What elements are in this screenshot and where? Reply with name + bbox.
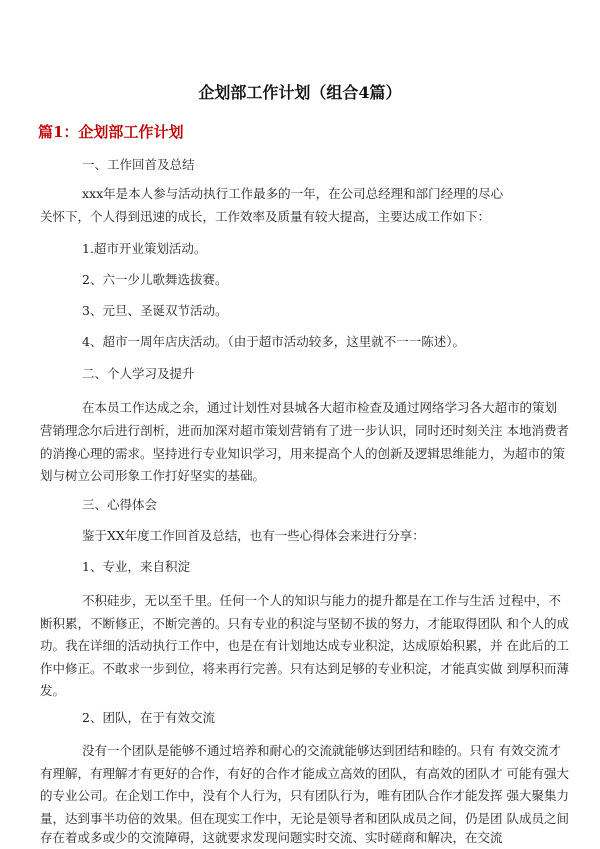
list-item: 4、超市一周年店庆活动。（由于超市活动较多，这里就不一一陈述）。 (82, 334, 465, 349)
subsection-heading: 2、团队，在于有效交流 (82, 710, 215, 725)
paragraph-line: 不积硅步，无以至千里。任何一个人的知识与能力的提升都是在工作与生活 过程中，不 (82, 593, 561, 608)
section-heading: 一、工作回首及总结 (82, 157, 195, 172)
list-item: 2、六一少儿歌舞选拔赛。 (82, 272, 228, 287)
paragraph-line: 在本员工作达成之余，通过计划性对县城各大超市检查及通过网络学习各大超市的策划 (82, 400, 558, 415)
paragraph-line: 营销理念尔后进行剖析，进而加深对超市策划营销有了进一步认识，同时还时刻关注 本地消费者 (40, 423, 569, 438)
section-heading: 二、个人学习及提升 (82, 366, 195, 381)
paragraph-line: 发。 (40, 683, 66, 698)
document-title: 企划部工作计划（组合4篇） (198, 83, 402, 102)
list-item: 1.超市开业策划活动。 (82, 241, 207, 256)
paragraph-line: 作中修正。不敢求一步到位，将来再行完善。只有达到足够的专业积淀，才能真实做 到厚积而薄 (40, 661, 569, 676)
paragraph-line: xxx年是本人参与活动执行工作最多的一年，在公司总经理和部门经理的尽心 (82, 186, 504, 201)
paragraph-line: 的专业公司。在企划工作中，没有个人行为，只有团队行为，唯有团队合作才能发挥 强大聚集力 (40, 788, 569, 803)
paragraph-line: 划与树立公司形象工作打好坚实的基础。 (40, 468, 266, 483)
paragraph-line: 存在着或多或少的交流障碍，这就要求发现问题实时交流、实时磋商和解决，在交流 (40, 830, 503, 845)
paragraph-line: 关怀下，个人得到迅速的成长，工作效率及质量有较大提高，主要达成工作如下： (40, 209, 491, 224)
paragraph-line: 的消搀心理的需求。坚持进行专业知识学习，用来提高个人的创新及逻辑思维能力，为超市的策 (40, 446, 566, 461)
paragraph-line: 功。我在详细的活动执行工作中，也是在有计划地达成专业积淀，达成原始积累，并 在此后的工 (40, 638, 569, 653)
paragraph-line: 断积累，不断修正，不断完善的。只有专业的积淀与坚韧不拔的努力，才能取得团队 和个人的成 (40, 616, 569, 631)
chapter-heading: 篇1：企划部工作计划 (38, 123, 184, 141)
list-item: 3、元旦、圣诞双节活动。 (82, 303, 228, 318)
paragraph-line: 鉴于XX年度工作回首及总结，也有一些心得体会来进行分享： (82, 528, 425, 543)
paragraph-line: 量，达到事半功倍的效果。但在现实工作中，无论是领导者和团队成员之间，仍是团 队成员之间 (40, 811, 569, 826)
section-heading: 三、心得体会 (82, 497, 158, 512)
paragraph-line: 有理解，有理解才有更好的合作，有好的合作才能成立高效的团队，有高效的团队才 可能有强大 (40, 766, 569, 781)
paragraph-line: 没有一个团队是能够不通过培养和耐心的交流就能够达到团结和睦的。只有 有效交流才 (82, 743, 561, 758)
subsection-heading: 1、专业，来自积淀 (82, 559, 190, 574)
